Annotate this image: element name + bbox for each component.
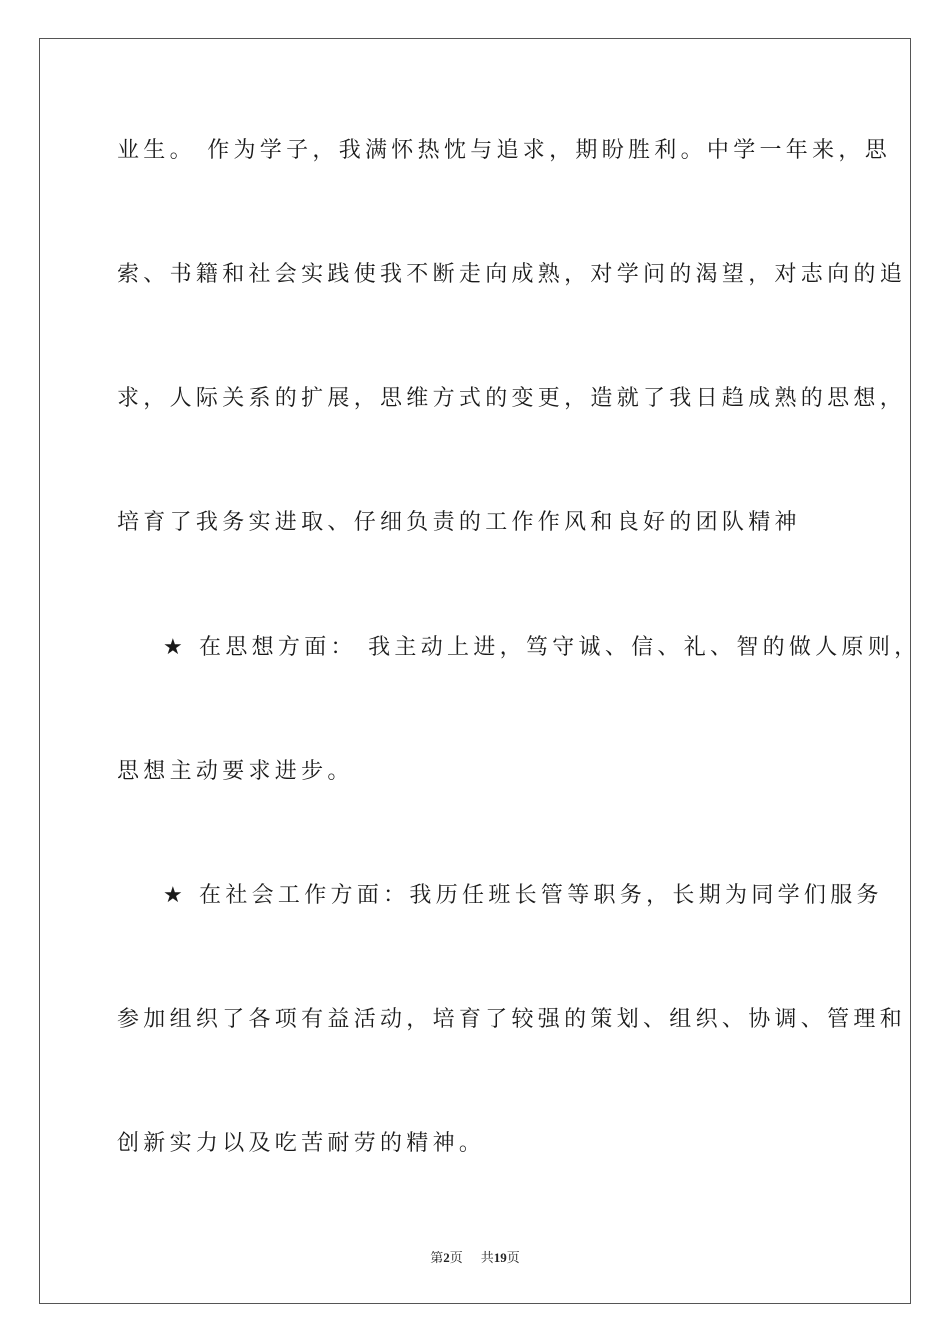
total-pages: 19 xyxy=(493,1250,507,1265)
social-section-heading-line xyxy=(163,881,883,911)
body-line-3: 求，人际关系的扩展，思维方式的变更，造就了我日趋成熟的思想， xyxy=(117,386,907,411)
social-section-text: 在社会工作方面：我历任班长管等职务，长期为同学们服务 xyxy=(199,883,883,908)
thought-section-heading-line xyxy=(163,633,920,663)
star-bullet-icon: ★ xyxy=(163,635,188,660)
thought-section-line-2: 思想主动要求进步。 xyxy=(117,759,354,784)
body-line-4: 培育了我务实进取、仔细负责的工作作风和良好的团队精神 xyxy=(117,510,801,535)
page-number: 2 xyxy=(443,1250,450,1265)
page-suffix: 页 xyxy=(449,1251,463,1266)
page-border xyxy=(39,38,911,1304)
social-section-line-3: 创新实力以及吃苦耐劳的精神。 xyxy=(117,1131,486,1156)
thought-section-text: 在思想方面： 我主动上进，笃守诚、信、礼、智的做人原则， xyxy=(199,635,921,660)
social-section-line-2: 参加组织了各项有益活动，培育了较强的策划、组织、协调、管理和 xyxy=(117,1007,907,1032)
page-footer xyxy=(0,1247,950,1266)
body-line-1: 业生。 作为学子，我满怀热忱与追求，期盼胜利。中学一年来，思 xyxy=(117,138,891,163)
total-suffix: 页 xyxy=(506,1251,520,1266)
star-bullet-icon: ★ xyxy=(163,883,188,908)
total-prefix: 共 xyxy=(480,1251,494,1266)
page-prefix: 第 xyxy=(430,1251,444,1266)
body-line-2: 索、书籍和社会实践使我不断走向成熟，对学问的渴望，对志向的追 xyxy=(117,262,907,287)
